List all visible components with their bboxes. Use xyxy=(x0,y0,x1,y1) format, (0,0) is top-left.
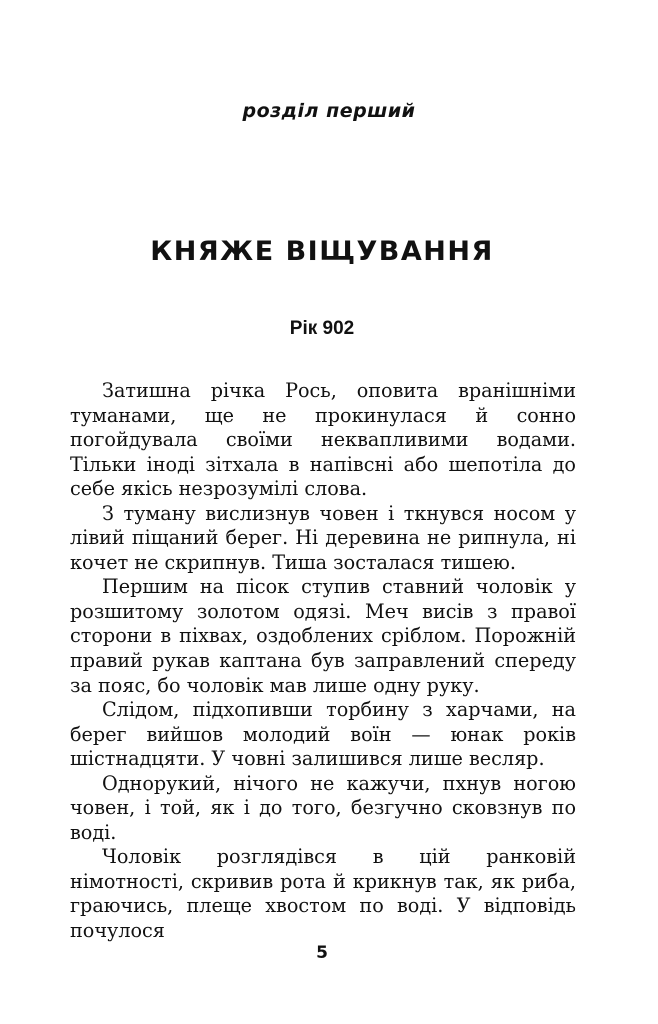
paragraph: Затишна річка Рось, оповита вранішніми туманами, ще не прокинулася й сонно погойдувала своїми неквапливими водами. Тільки іноді зітхала в напівсні або шепотіла до себе якісь незрозумілі слова. xyxy=(70,379,576,501)
chapter-year: Рік 902 xyxy=(289,318,355,339)
body-text xyxy=(70,379,576,944)
paragraph: З туману вислизнув човен і ткнувся носом у лівий піщаний берег. Ні деревина не рипнула, ні кочет не скрипнув. Тиша зосталася тишею. xyxy=(70,501,576,574)
paragraph: Слідом, підхопивши торбину з харчами, на берег вийшов молодий воїн — юнак років шістнадцяти. У човні залишився лише весляр. xyxy=(70,698,576,771)
paragraph: Однорукий, нічого не кажучи, пхнув ногою човен, і той, як і до того, безгучно сковзнув по воді. xyxy=(70,771,576,844)
chapter-title: КНЯЖЕ ВІЩУВАННЯ xyxy=(150,236,494,267)
paragraph: Першим на пісок ступив ставний чоловік у розшитому золотом одязі. Меч висів з правої сторони в піхвах, оздоблених сріблом. Порожній правий рукав каптана був заправлений спереду за пояс, бо чоловік мав лише одну руку. xyxy=(70,575,576,697)
paragraph: Чоловік розглядівся в цій ранковій німотності, скривив рота й крикнув так, як риба, граючись, плеще хвостом по воді. У відповідь почулося xyxy=(70,845,576,943)
page-number: 5 xyxy=(316,943,328,963)
chapter-label: розділ перший xyxy=(242,100,416,122)
